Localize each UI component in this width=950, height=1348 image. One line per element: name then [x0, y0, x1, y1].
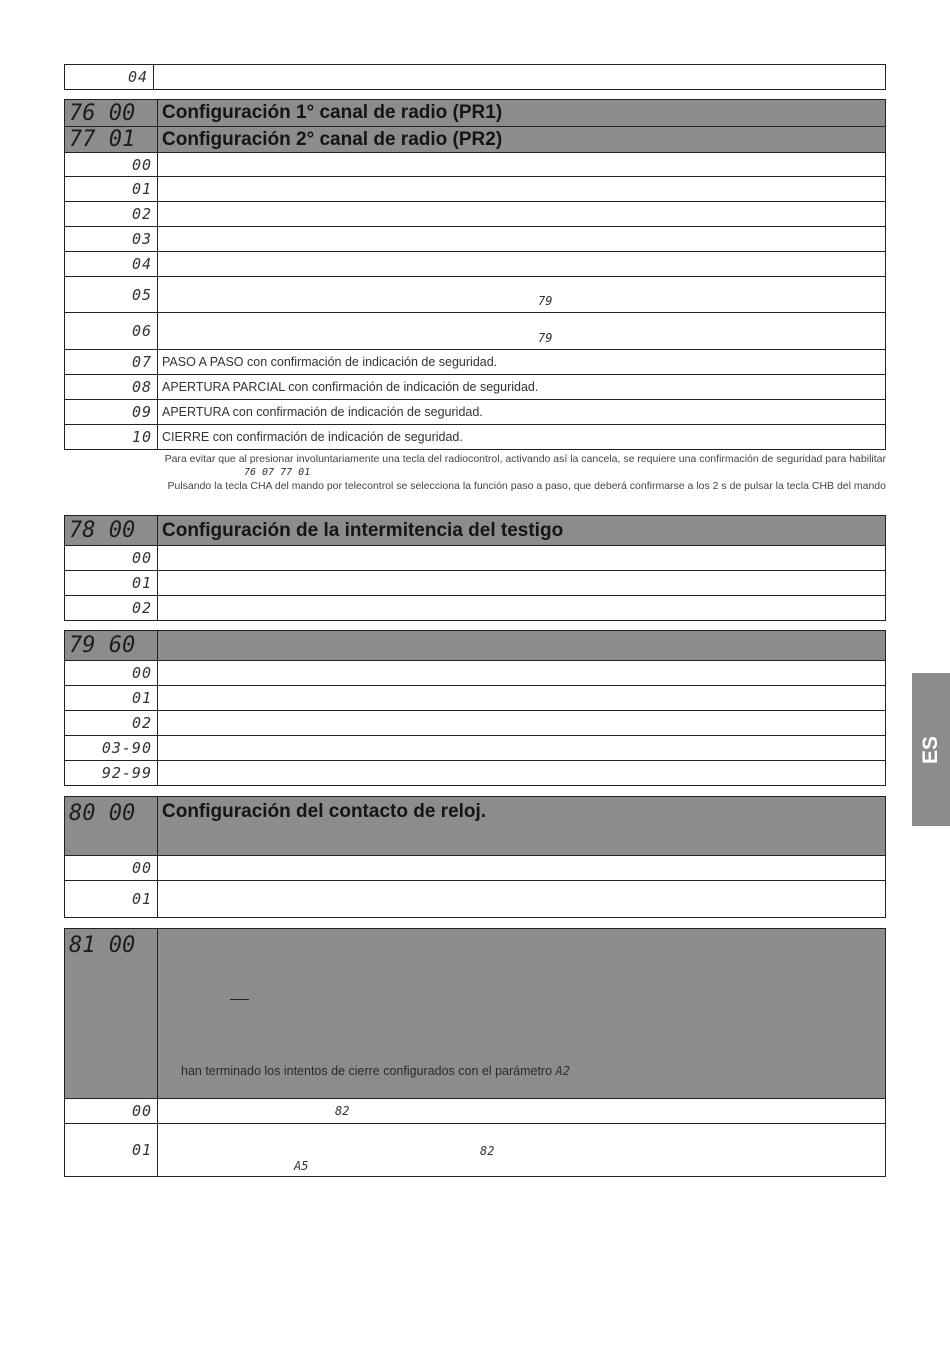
option-code: 00 [65, 546, 158, 571]
parameter-note-text: han terminado los intentos de cierre configurados con el parámetro [181, 1064, 553, 1078]
option-code: 02 [65, 711, 158, 736]
option-code: 08 [65, 375, 158, 400]
table-row [65, 252, 886, 277]
divider [230, 999, 249, 1000]
note-line: Para evitar que al presionar involuntariamente una tecla del radiocontrol, activando así la cancela, se requiere una confirmación de seguridad para habilitar [164, 453, 886, 465]
language-tab-label: ES [919, 735, 942, 764]
parameter-code: 80 00 [65, 797, 158, 856]
parameter-reference: 79 [538, 331, 553, 345]
table-row [65, 736, 886, 761]
option-description [158, 177, 886, 202]
table-row [65, 1124, 886, 1177]
option-code: 00 [65, 153, 158, 177]
option-code: 06 [65, 313, 158, 350]
table-row [65, 153, 886, 177]
table-header-row [65, 516, 886, 546]
table-row [65, 856, 886, 881]
option-code: 00 [65, 661, 158, 686]
table-row [65, 881, 886, 918]
table-row [65, 546, 886, 571]
option-description [158, 1124, 886, 1177]
option-code: 01 [65, 177, 158, 202]
table-row [65, 686, 886, 711]
parameter-code: 81 00 [65, 929, 158, 1099]
safety-note [64, 452, 886, 493]
option-description [158, 277, 886, 313]
option-description [158, 711, 886, 736]
parameter-note [181, 1064, 570, 1078]
table-header-row [65, 127, 886, 153]
option-description: APERTURA con confirmación de indicación de seguridad. [158, 400, 886, 425]
option-description: PASO A PASO con confirmación de indicación de seguridad. [158, 350, 886, 375]
option-description [158, 252, 886, 277]
option-code: 92-99 [65, 761, 158, 786]
option-description: APERTURA PARCIAL con confirmación de indicación de seguridad. [158, 375, 886, 400]
clock-contact-table [64, 796, 886, 918]
option-code: 01 [65, 571, 158, 596]
radio-channel-table [64, 99, 886, 450]
option-description [158, 227, 886, 252]
option-description [158, 153, 886, 177]
option-code: 01 [65, 881, 158, 918]
parameter-reference: 82 [335, 1104, 350, 1118]
table-header-row [65, 797, 886, 856]
parameter-79-table [64, 630, 886, 786]
table-header-row [65, 929, 886, 1099]
parameter-title: Configuración del contacto de reloj. [158, 797, 886, 856]
table-row [65, 761, 886, 786]
option-code: 01 [65, 686, 158, 711]
parameter-81-table [64, 928, 886, 1177]
table-row [65, 227, 886, 252]
language-tab[interactable] [912, 673, 950, 826]
parameter-reference: A2 [555, 1064, 570, 1078]
note-codes: 76 07 77 01 [244, 467, 311, 478]
option-code: 03 [65, 227, 158, 252]
table-row [65, 596, 886, 621]
parameter-reference: 82 [480, 1144, 495, 1158]
option-code: 10 [65, 425, 158, 450]
option-code: 05 [65, 277, 158, 313]
parameter-reference: A5 [294, 1159, 309, 1173]
table-row [65, 202, 886, 227]
table-row [65, 375, 886, 400]
option-code: 03-90 [65, 736, 158, 761]
option-description [154, 65, 886, 90]
table-row [65, 425, 886, 450]
table-row [65, 661, 886, 686]
table-top-row [64, 64, 886, 90]
option-code: 02 [65, 596, 158, 621]
parameter-title: Configuración 1° canal de radio (PR1) [158, 100, 886, 127]
table-row [65, 571, 886, 596]
option-description [158, 313, 886, 350]
flashing-light-table [64, 515, 886, 621]
option-code: 02 [65, 202, 158, 227]
table-row [65, 1099, 886, 1124]
option-description [158, 881, 886, 918]
table-row [65, 400, 886, 425]
parameter-code: 78 00 [65, 516, 158, 546]
parameter-code: 76 00 [65, 100, 158, 127]
table-row [65, 177, 886, 202]
option-description [158, 596, 886, 621]
option-description [158, 1099, 886, 1124]
parameter-code: 79 60 [65, 631, 158, 661]
option-description [158, 546, 886, 571]
option-code: 01 [65, 1124, 158, 1177]
option-code: 04 [65, 252, 158, 277]
note-line: Pulsando la tecla CHA del mando por telecontrol se selecciona la función paso a paso, que deberá confirmarse a los 2 s de pulsar la tecla CHB del mando [167, 480, 886, 492]
option-description: CIERRE con confirmación de indicación de seguridad. [158, 425, 886, 450]
table-row [65, 350, 886, 375]
table-row [65, 711, 886, 736]
option-description [158, 856, 886, 881]
option-description [158, 661, 886, 686]
option-code: 00 [65, 1099, 158, 1124]
option-code: 09 [65, 400, 158, 425]
option-code: 04 [65, 65, 154, 90]
parameter-description [158, 929, 886, 1099]
table-header-row [65, 631, 886, 661]
table-row [65, 313, 886, 350]
parameter-title: Configuración de la intermitencia del testigo [158, 516, 886, 546]
option-description [158, 202, 886, 227]
parameter-title [158, 631, 886, 661]
parameter-code: 77 01 [65, 127, 158, 153]
option-code: 07 [65, 350, 158, 375]
parameter-title: Configuración 2° canal de radio (PR2) [158, 127, 886, 153]
option-description [158, 686, 886, 711]
option-description [158, 761, 886, 786]
option-code: 00 [65, 856, 158, 881]
table-header-row [65, 100, 886, 127]
table-row [65, 277, 886, 313]
parameter-reference: 79 [538, 294, 553, 308]
option-description [158, 571, 886, 596]
option-description [158, 736, 886, 761]
table-row [65, 65, 886, 90]
